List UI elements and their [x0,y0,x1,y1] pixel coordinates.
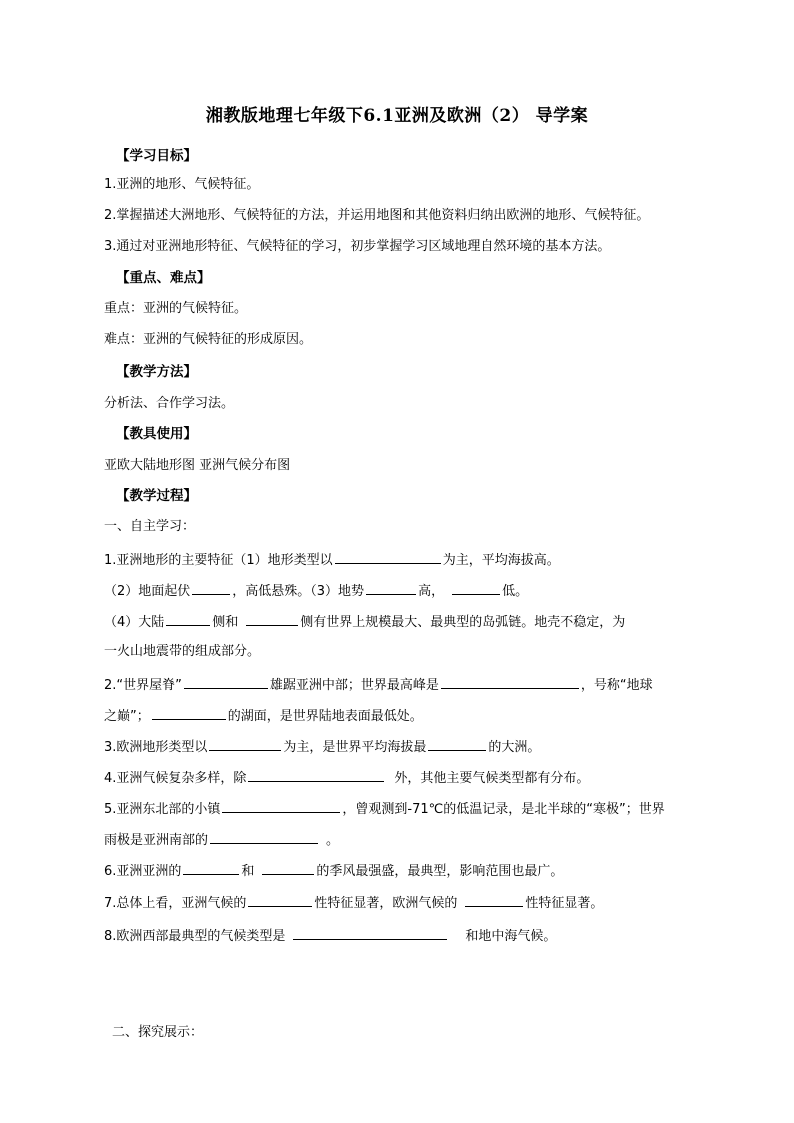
explore-heading: 二、探究展示： [112,1025,204,1040]
question-4 [104,768,589,788]
q1-blank-1[interactable] [335,550,441,564]
q8-text-b: 和地中海气候。 [465,929,557,944]
q8-text-a: 8.欧洲西部最典型的气候类型是 [104,929,286,944]
q3-text-a: 3.欧洲地形类型以 [104,740,208,755]
question-1-line-3 [104,612,625,632]
question-6 [104,861,563,881]
q1-text-d: ，高低悬殊。（3）地势 [232,584,365,599]
q3-blank-1[interactable] [209,737,281,751]
q4-text-b: 外，其他主要气候类型都有分布。 [394,771,590,786]
q4-blank-1[interactable] [248,768,384,782]
question-7 [104,893,603,913]
q1-text-f: 低。 [502,584,529,599]
q7-text-b: 性特征显著，欧洲气候的 [314,896,458,911]
q6-blank-1[interactable] [183,861,239,875]
question-1-line-1 [104,550,560,570]
q5-text-a: 5.亚洲东北部的小镇 [104,802,221,817]
q2-text-e: 的湖面，是世界陆地表面最低处。 [227,709,423,724]
q7-text-c: 性特征显著。 [525,896,604,911]
q1-blank-3[interactable] [366,581,416,595]
q1-text-g: （4）大陆 [104,615,165,630]
q1-blank-5[interactable] [166,612,210,626]
process-heading: 【教学过程】 [116,488,197,504]
q3-text-c: 的大洲。 [488,740,541,755]
q8-blank-1[interactable] [293,926,447,940]
q2-blank-2[interactable] [441,675,579,689]
q5-blank-1[interactable] [222,799,340,813]
question-1-line-2 [104,581,528,601]
objectives-heading: 【学习目标】 [116,148,197,164]
objective-item-3: 3.通过对亚洲地形特征、气候特征的学习，初步掌握学习区域地理自然环境的基本方法。 [104,239,611,254]
q2-text-b: 雄踞亚洲中部；世界最高峰是 [269,678,439,693]
q3-blank-2[interactable] [428,737,486,751]
question-1-line-4: 一火山地震带的组成部分。 [104,644,261,659]
q1-text-c: （2）地面起伏 [104,584,191,599]
q5-text-b: ，曾观测到-71℃的低温记录，是北半球的“寒极”；世界 [342,802,665,817]
objective-item-1: 1.亚洲的地形、气候特征。 [104,177,260,192]
q1-text-i: 侧有世界上规模最大、最典型的岛弧链。地壳不稳定，为 [300,615,626,630]
q4-text-a: 4.亚洲气候复杂多样，除 [104,771,247,786]
document-title: 湘教版地理七年级下6.1亚洲及欧洲（2） 导学案 [205,106,589,126]
q3-text-b: 为主，是世界平均海拔最 [283,740,427,755]
q2-blank-3[interactable] [152,706,226,720]
q7-text-a: 7.总体上看，亚洲气候的 [104,896,247,911]
q7-blank-1[interactable] [248,893,312,907]
question-2-line-2 [104,706,423,726]
q1-blank-6[interactable] [246,612,298,626]
q2-text-a: 2.“世界屋脊” [104,678,182,693]
q2-blank-1[interactable] [184,675,268,689]
self-study-heading: 一、自主学习： [104,519,196,534]
methods-text: 分析法、合作学习法。 [104,396,235,411]
question-2-line-1 [104,675,653,695]
q6-blank-2[interactable] [262,861,314,875]
q1-text-e: 高， [418,584,445,599]
q6-text-b: 和 [241,864,255,879]
question-3 [104,737,540,757]
q5-text-d: 。 [326,833,340,848]
q6-text-c: 的季风最强盛，最典型，影响范围也最广。 [316,864,564,879]
q5-text-c: 雨极是亚洲南部的 [104,833,209,848]
q2-text-c: ，号称“地球 [580,678,653,693]
q1-text-a: 1.亚洲地形的主要特征（1）地形类型以 [104,553,333,568]
tools-text: 亚欧大陆地形图 亚洲气候分布图 [104,458,291,473]
question-8 [104,926,556,946]
q1-blank-2[interactable] [192,581,230,595]
q7-blank-2[interactable] [465,893,523,907]
tools-heading: 【教具使用】 [116,426,197,442]
q1-text-b: 为主，平均海拔高。 [442,553,560,568]
difficult-point-text: 难点：亚洲的气候特征的形成原因。 [104,332,313,347]
key-points-heading: 【重点、难点】 [116,270,211,286]
key-point-text: 重点：亚洲的气候特征。 [104,301,248,316]
methods-heading: 【教学方法】 [116,364,197,380]
question-5-line-2 [104,830,339,850]
q1-text-h: 侧和 [212,615,239,630]
question-5-line-1 [104,799,665,819]
objective-item-2: 2.掌握描述大洲地形、气候特征的方法，并运用地图和其他资料归纳出欧洲的地形、气候特征。 [104,208,650,223]
q5-blank-2[interactable] [210,830,318,844]
q2-text-d: 之巅”； [104,709,150,724]
q1-blank-4[interactable] [452,581,500,595]
q6-text-a: 6.亚洲亚洲的 [104,864,182,879]
